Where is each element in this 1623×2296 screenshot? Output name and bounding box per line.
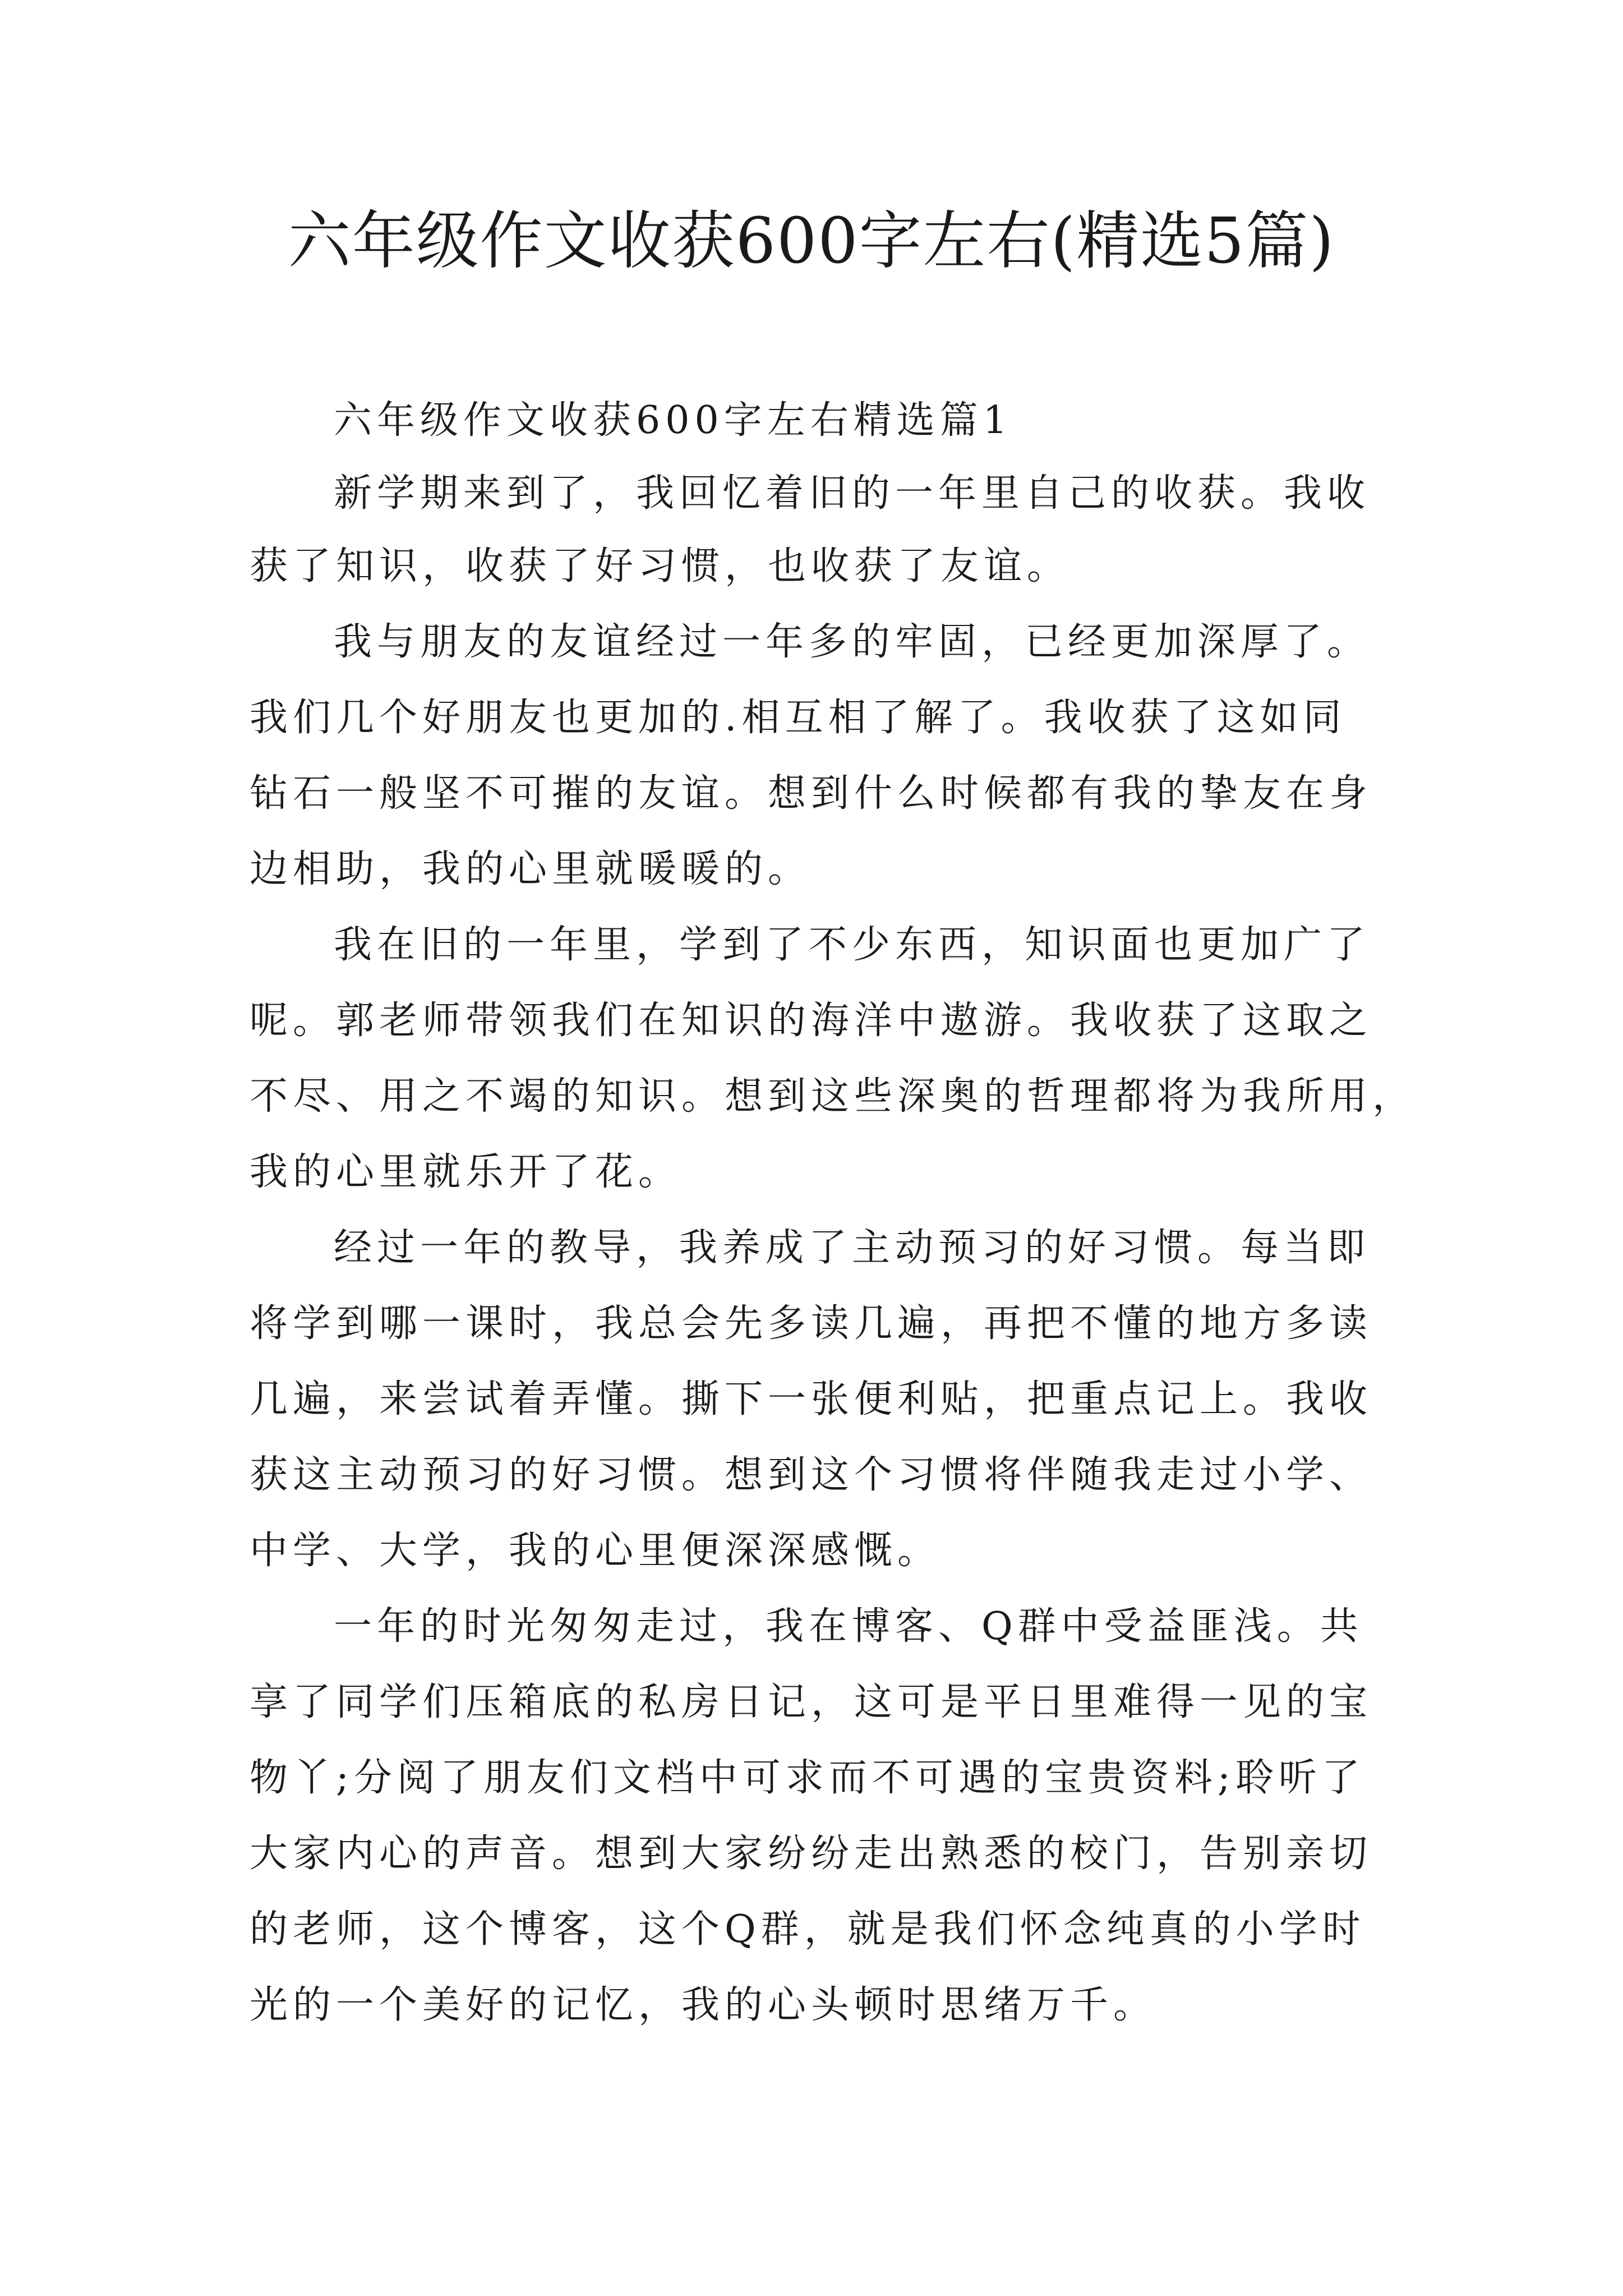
paragraph-line: 边相助，我的心里就暖暖的。 [250, 847, 811, 891]
paragraph-line: 的老师，这个博客，这个Q群，就是我们怀念纯真的小学时 [250, 1907, 1366, 1952]
paragraph-line: 经过一年的教导，我养成了主动预习的好习惯。每当即 [334, 1226, 1371, 1270]
paragraph-line: 获这主动预习的好习惯。想到这个习惯将伴随我走过小学、 [250, 1453, 1373, 1497]
paragraph-line: 钻石一般坚不可摧的友谊。想到什么时候都有我的挚友在身 [250, 771, 1373, 816]
paragraph-line: 大家内心的声音。想到大家纷纷走出熟悉的校门，告别亲切 [250, 1832, 1373, 1876]
paragraph-line: 光的一个美好的记忆，我的心头顿时思绪万千。 [250, 1983, 1157, 2027]
paragraph-line: 一年的时光匆匆走过，我在博客、Q群中受益匪浅。共 [334, 1604, 1363, 1649]
paragraph-line: 几遍，来尝试着弄懂。撕下一张便利贴，把重点记上。我收 [250, 1377, 1373, 1421]
document-title: 六年级作文收获600字左右(精选5篇) [288, 205, 1335, 278]
paragraph-line: 不尽、用之不竭的知识。想到这些深奥的哲理都将为我所用， [250, 1074, 1416, 1119]
paragraph-line: 享了同学们压箱底的私房日记，这可是平日里难得一见的宝 [250, 1680, 1373, 1724]
paragraph-line: 物丫;分阅了朋友们文档中可求而不可遇的宝贵资料;聆听了 [250, 1756, 1365, 1800]
paragraph-line: 我的心里就乐开了花。 [250, 1150, 682, 1194]
paragraph-line: 新学期来到了，我回忆着旧的一年里自己的收获。我收 [334, 471, 1371, 516]
paragraph-line: 获了知识，收获了好习惯，也收获了友谊。 [250, 544, 1071, 588]
paragraph-line: 我在旧的一年里，学到了不少东西，知识面也更加广了 [334, 923, 1371, 967]
paragraph-line: 中学、大学，我的心里便深深感慨。 [250, 1529, 941, 1573]
paragraph-line: 呢。郭老师带领我们在知识的海洋中遨游。我收获了这取之 [250, 999, 1373, 1043]
paragraph-line: 我们几个好朋友也更加的.相互相了解了。我收获了这如同 [250, 696, 1347, 740]
paragraph-line: 我与朋友的友谊经过一年多的牢固，已经更加深厚了。 [334, 620, 1371, 664]
paragraph-line: 将学到哪一课时，我总会先多读几遍，再把不懂的地方多读 [250, 1301, 1373, 1346]
section-heading: 六年级作文收获600字左右精选篇1 [334, 398, 1013, 443]
